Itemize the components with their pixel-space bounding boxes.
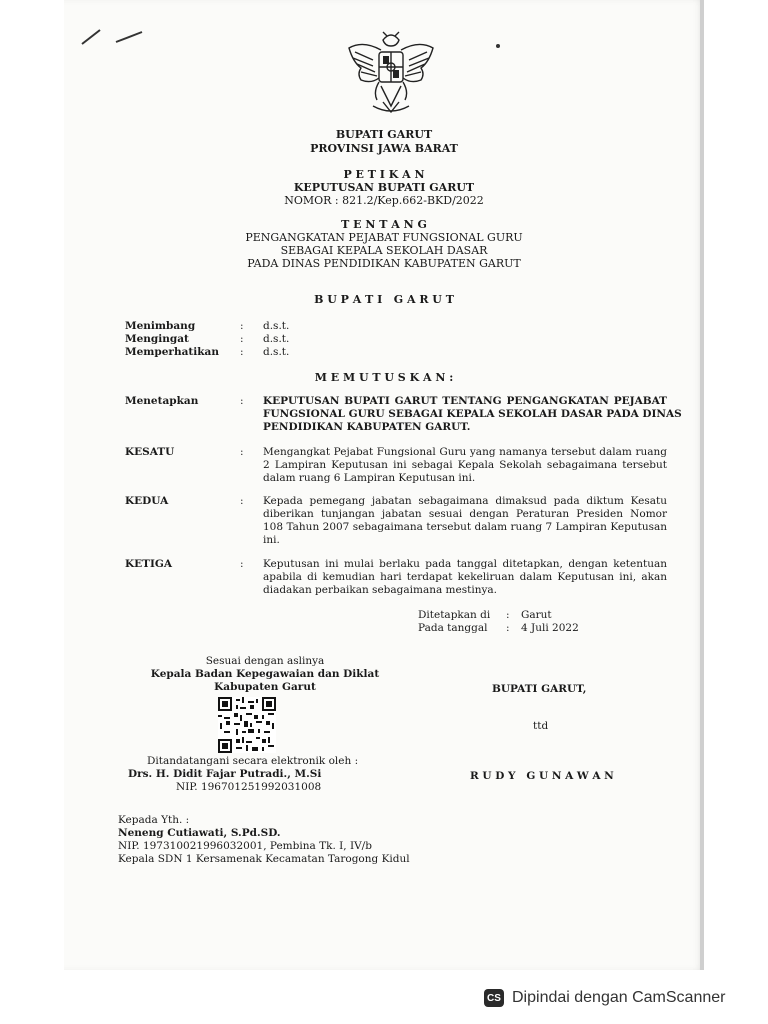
- article-line: dalam ruang 6 Lampiran Keputusan ini.: [263, 472, 476, 484]
- enactment-place: Garut: [521, 609, 552, 621]
- consideration-label: Menimbang: [125, 320, 196, 332]
- recipient-nip: NIP. 197310021996032001, Pembina Tk. I, IV/b: [118, 840, 372, 852]
- article-line: 2 Lampiran Keputusan ini sebagai Kepala Sekolah sebagaimana tersebut: [263, 459, 667, 471]
- article-label: KESATU: [125, 446, 175, 458]
- consideration-colon: :: [240, 346, 244, 358]
- camscanner-logo-icon: CS: [484, 989, 504, 1007]
- article-line: diadakan perbaikan sebagaimana mestinya.: [263, 584, 497, 596]
- qr-code-icon: [218, 697, 276, 753]
- consideration-value: d.s.t.: [263, 320, 290, 332]
- header-doc-type: P E T I K A N: [343, 168, 425, 181]
- consideration-colon: :: [240, 320, 244, 332]
- cert-nip: NIP. 196701251992031008: [176, 781, 322, 793]
- signatory-ttd: ttd: [533, 720, 549, 732]
- article-label: Menetapkan: [125, 395, 199, 407]
- issuer-spaced: B U P A T I G A R U T: [314, 293, 454, 306]
- header-number: NOMOR : 821.2/Kep.662-BKD/2022: [284, 194, 484, 207]
- article-colon: :: [240, 495, 244, 507]
- enactment-place-label: Ditetapkan di: [418, 609, 491, 621]
- article-line: diberikan tunjangan jabatan sesuai dengan Peraturan Presiden Nomor: [263, 508, 667, 520]
- subject-line: PADA DINAS PENDIDIKAN KABUPATEN GARUT: [247, 257, 521, 270]
- consideration-colon: :: [240, 333, 244, 345]
- cert-name: Drs. H. Didit Fajar Putradi., M.Si: [128, 768, 322, 780]
- subject-line: PENGANGKATAN PEJABAT FUNGSIONAL GURU: [245, 231, 523, 244]
- enactment-date: 4 Juli 2022: [521, 622, 579, 634]
- recipient-salutation: Kepada Yth. :: [118, 814, 190, 826]
- article-label: KETIGA: [125, 558, 172, 570]
- article-line: KEPUTUSAN BUPATI GARUT TENTANG PENGANGKATAN PEJABAT: [263, 395, 667, 407]
- article-line: Mengangkat Pejabat Fungsional Guru yang namanya tersebut dalam ruang: [263, 446, 667, 458]
- cert-line3: Kabupaten Garut: [214, 681, 316, 693]
- article-line: Keputusan ini mulai berlaku pada tanggal ditetapkan, dengan ketentuan: [263, 558, 667, 570]
- consideration-value: d.s.t.: [263, 346, 290, 358]
- article-line: PENDIDIKAN KABUPATEN GARUT.: [263, 421, 471, 433]
- article-label: KEDUA: [125, 495, 169, 507]
- watermark-text: Dipindai dengan CamScanner: [512, 989, 726, 1006]
- header-tentang: T E N T A N G: [341, 218, 427, 231]
- garuda-emblem-icon: [343, 26, 439, 120]
- cert-line2: Kepala Badan Kepegawaian dan Diklat: [150, 668, 380, 680]
- cert-line1: Sesuai dengan aslinya: [205, 655, 325, 667]
- article-line: ini.: [263, 534, 280, 546]
- article-colon: :: [240, 446, 244, 458]
- header-decree: KEPUTUSAN BUPATI GARUT: [293, 181, 475, 194]
- header-province: PROVINSI JAWA BARAT: [310, 142, 458, 155]
- scan-dot: [494, 42, 502, 50]
- enactment-colon: :: [506, 609, 510, 621]
- article-line: 108 Tahun 2007 sebagaimana tersebut dalam ruang 7 Lampiran Keputusan: [263, 521, 667, 533]
- consideration-label: Mengingat: [125, 333, 189, 345]
- subject-line: SEBAGAI KEPALA SEKOLAH DASAR: [280, 244, 488, 257]
- scan-mark: [78, 22, 148, 52]
- article-line: Kepada pemegang jabatan sebagaimana dimaksud pada diktum Kesatu: [263, 495, 667, 507]
- consideration-label: Memperhatikan: [125, 346, 219, 358]
- article-line: FUNGSIONAL GURU SEBAGAI KEPALA SEKOLAH DASAR PADA DINAS: [263, 408, 682, 420]
- article-line: apabila di kemudian hari terdapat kekeliruan dalam Keputusan ini, akan: [263, 571, 667, 583]
- esign-note: Ditandatangani secara elektronik oleh :: [147, 755, 359, 767]
- signatory-title: BUPATI GARUT,: [492, 683, 587, 695]
- recipient-name: Neneng Cutiawati, S.Pd.SD.: [118, 827, 281, 839]
- page-edge-shadow: [700, 0, 704, 970]
- article-colon: :: [240, 558, 244, 570]
- enactment-date-label: Pada tanggal: [418, 622, 488, 634]
- signatory-name: R U D Y G U N A W A N: [470, 770, 614, 782]
- consideration-value: d.s.t.: [263, 333, 290, 345]
- article-colon: :: [240, 395, 244, 407]
- header-title: BUPATI GARUT: [335, 128, 433, 141]
- recipient-position: Kepala SDN 1 Kersamenak Kecamatan Tarogong Kidul: [118, 853, 410, 865]
- camscanner-watermark: [484, 986, 725, 1010]
- enactment-colon: :: [506, 622, 510, 634]
- decision-heading: M E M U T U S K A N :: [314, 371, 454, 384]
